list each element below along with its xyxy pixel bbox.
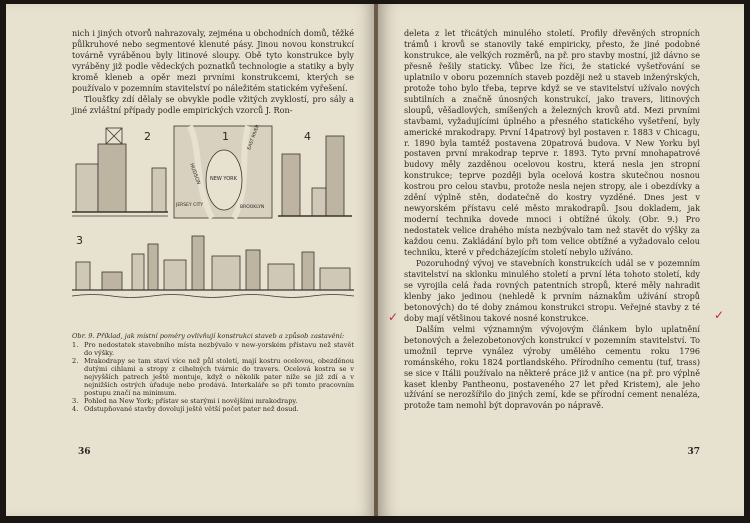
right-paragraph-2: Pozoruhodný vývoj ve stavebních konstrukcích udál se v pozemním stavitelství na sklonku minulého století a první léta tohoto století, kdy se vyrojila celá řada rovných patentních stropů, které měly nahradit klenby jako jedinou (nehledě k prvním náznakům užívání stropů betonových) do té doby známou konstrukci stropu. Veřejné stavby z té doby mají většinou takové nosné konstrukce. bbox=[404, 258, 700, 323]
left-paragraph-1: nich i jiných otvorů nahrazovaly, zejména u obchodních domů, těžké půlkruhové nebo segmentové klenuté pásy. Jinou novou konstrukcí továrně vyráběnou byly litinové sloupy. Obě tyto konstrukce byly vyráběny již podle vědeckých poznatků technologie a statiky a byly kromě kleneb a opěr mezi prvními konstrukcemi, kterých se používalo v pozemním stavitelství po náležitém statickém vyřešení. bbox=[72, 28, 354, 93]
panel-label-3: 3 bbox=[76, 233, 83, 247]
caption-item: 2. Mrakodrapy se tam staví více než půl století, mají kostru ocelovou, obezděnou dutými cihlami a stropy z cihelných tvárnic do travers. Ocelová kostra se v nejvyšších patrech ještě montuje, když o několik pater níže se již zdí a v nejnižších ostrých úřaduje nebo prodává. Interkaláře se při tomto pracovním postupu značí na minimum. bbox=[72, 356, 354, 398]
left-paragraph-2: Tloušťky zdí dělaly se obvykle podle vžitých zvyklostí, pro sály a jiné zvláštní případy podle empirických vzorců J. Ron- bbox=[72, 93, 354, 115]
map-label-brooklyn: BROOKLYN bbox=[240, 204, 265, 210]
right-paragraph-3: Dalším velmi významným vývojovým článkem bylo uplatnění betonových a železobetonových konstrukcí v pozemním stavitelství. To umožnil teprve vynález výroby umělého cementu roku 1796 románského, roku 1824 portlandského. Přírodního cementu (tuf, trass) se sice v Itálii používalo na některé práce již v antice (na př. pro výplně kaset klenby Pantheonu, postaveného 27 let před Kristem), ale jeho užívání se nerozšířilo do jiných zemí, kde se přírodní cement nenaléza, protože tam nemohl být dopravován po nápravě. bbox=[404, 323, 700, 411]
figure-caption-title: Obr. 9. Příklad, jak místní poměry ovlivňují konstrukci staveb a způsob zastavění: bbox=[72, 331, 345, 340]
caption-item: 4. Odstupňované stavby dovolují ještě větší počet pater než dosud. bbox=[72, 405, 299, 414]
panel-label-2: 2 bbox=[144, 129, 151, 143]
map-label-new-york: NEW YORK bbox=[210, 175, 237, 182]
right-page bbox=[378, 4, 744, 516]
page-number-right: 37 bbox=[687, 447, 700, 458]
page-number-left: 36 bbox=[78, 447, 91, 458]
margin-check-mark: ✓ bbox=[713, 308, 724, 322]
panel-label-4: 4 bbox=[304, 129, 311, 143]
map-label-jersey-city: JERSEY CITY bbox=[176, 202, 204, 208]
left-page bbox=[6, 4, 376, 516]
caption-item: 3. Pohled na New York; přístav se starými i novějšími mrakodrapy. bbox=[72, 397, 298, 406]
book-spread bbox=[6, 4, 744, 516]
figure-skyscrapers bbox=[72, 124, 354, 326]
panel-label-1: 1 bbox=[222, 129, 229, 143]
map-label-east-river: EAST RIVER bbox=[247, 123, 261, 151]
right-paragraph-1: deleta z let třicátých minulého století. Profily dřevěných stropních trámů i krovů se stanovily také empiricky, přesto, že jiné podobné konstrukce, ale velkých rozměrů, na př. pro stavby mostní, již dávno se přesně řešily staticky. Vůbec lze říci, že statické vyšetřování se uplatnilo v oboru pozemních staveb později než u staveb inženýrských, protože toho bylo třeba, teprve když se ve stavitelství užívalo nových subtilních a značně únosných konstrukcí, jako travers, litinových sloupů, věšadlových, smíšených a železných krovů atd. Mezi prvními stavbami, vyžadujícími úplného a přesného statického vyšetření, byly americké mrakodrapy. První 14patrový byl postaven r. 1883 v Chicagu, r. 1890 byla tamtéž postavena 20patrová budova. V New Yorku byl postaven první mrakodrap teprve r. 1893. Tyto první mnohapatrové budovy měly zazděnou ocelovou kostru, která nesla jen stropní konstrukce; teprve později byla ocelová kostra skutečnou nosnou kostrou pro celou stavbu, protože nesla nejen stropy, ale i obezdívky a zdění výplně stěn, dodatečně do kostry vyzděné. Dnes jest v newyorském přístavu celé město mrakodrapů. Jsou dokladem, jak moderní technika dovede mnoci i obtížné úkoly. (Obr. 9.) Pro nedostatek velice drahého místa nezbývalo tam než stavět do výšky za každou cenu. Zakládání bylo při tom velice obtížné a vyžadovalo celou techniku, které v předcházejícím století nebylo užíváno. bbox=[404, 28, 700, 258]
map-label-hudson: HUDSON bbox=[188, 162, 202, 186]
figure-illustration bbox=[72, 124, 354, 326]
caption-item: 1. Pro nedostatek stavebního místa nezbývalo v new-yorském přístavu než stavět do výšky. bbox=[72, 340, 354, 357]
margin-check-mark: ✓ bbox=[388, 310, 399, 324]
figure-caption-list bbox=[72, 341, 354, 414]
